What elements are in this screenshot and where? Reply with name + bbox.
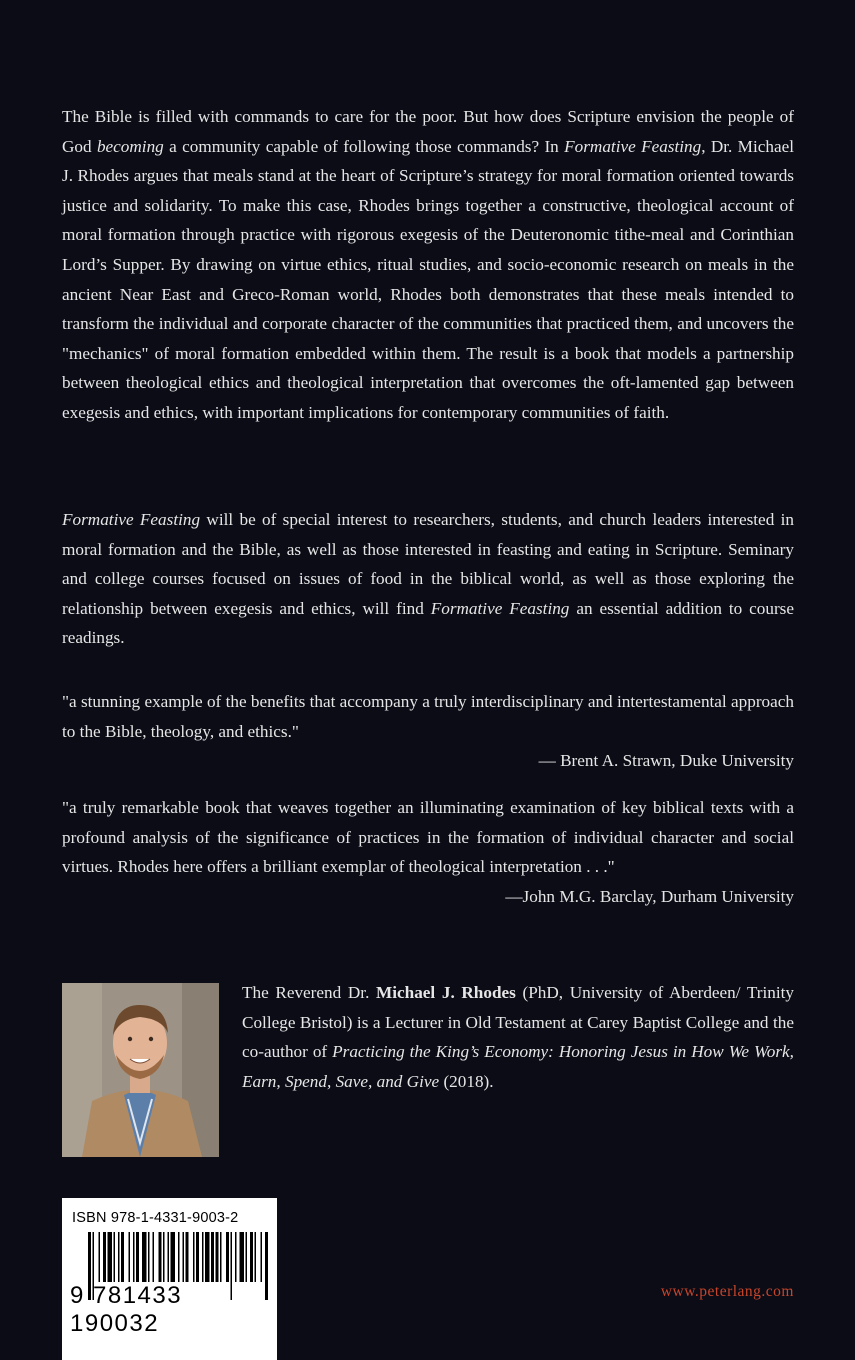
barcode-bar [183,1232,185,1282]
endorsement-quote: "a stunning example of the benefits that accompany a truly interdisciplinary and intertestamental approach to the Bible, theology, and ethics." [62,692,794,741]
desc2-book-title-2: Formative Feasting [430,598,570,618]
barcode-bar [118,1232,120,1282]
author-name: Michael J. Rhodes [376,983,516,1002]
barcode-digits: 9 781433 190032 [70,1282,183,1337]
author-portrait-image [62,983,219,1157]
endorsement-attribution: — Brent A. Strawn, Duke University [538,751,794,771]
desc2-text-a: will be of special interest to researchers, students, and church leaders interested in moral formation and the Bible, as well as those interested in feasting and eating in Scripture. Seminary and college courses focused on issues of food in the biblical world, as well as those exploring the relationship between exegesis and ethics, will find [62,510,794,618]
barcode-bar [163,1232,165,1282]
bio-book-title: Practicing the King’s Economy: Honoring Jesus in How We Work, Earn, Spend, Save, and Give [242,1042,794,1091]
barcode-bar [114,1232,116,1282]
barcode-bar [178,1232,180,1282]
description-paragraph-1 [62,102,794,428]
author-photo [62,983,219,1157]
isbn-barcode-box [62,1198,277,1360]
barcode-bar [240,1232,245,1282]
barcode-bar [226,1232,229,1282]
bio-text-b: (PhD, University of Aberdeen/ Trinity College Bristol) is a Lecturer in Old Testament at Carey Baptist College and the co-author of [242,983,795,1062]
barcode-bar [148,1232,150,1282]
barcode-bar [136,1232,139,1282]
desc1-emphasis: becoming [96,136,164,156]
bio-text-c: (2018). [439,1071,494,1091]
barcode-bar [133,1232,135,1282]
endorsement-2 [62,793,794,911]
barcode-bar [99,1232,101,1282]
publisher-website[interactable]: www.peterlang.com [660,1283,794,1300]
barcode-bar [129,1232,131,1282]
barcode-bar [103,1232,106,1282]
barcode-bar [186,1232,189,1282]
barcode-bar [255,1232,257,1282]
barcode-bar [261,1232,263,1282]
description-paragraph-2 [62,505,794,653]
barcode-bar [153,1232,155,1282]
bio-text-a: The Reverend Dr. [242,983,377,1002]
desc2-book-title: Formative Feasting [62,510,201,529]
barcode-bar [205,1232,210,1282]
desc1-book-title: Formative Feasting [564,136,702,156]
endorsement-1 [62,687,794,776]
barcode-bar [171,1232,176,1282]
barcode-bar [211,1232,214,1282]
barcode-bar [246,1232,248,1282]
endorsement-quote: "a truly remarkable book that weaves together an illuminating examination of key biblical texts with a profound analysis of the significance of practices in the formation of individual character and social virtues. Rhodes here offers a brilliant exemplar of theological interpretation . . ." [62,798,794,877]
author-bio [242,978,794,1096]
barcode-bar [250,1232,253,1282]
desc1-text-b: a community capable of following those commands? In [163,136,565,156]
barcode-bar [235,1232,237,1282]
barcode-bar [168,1232,170,1282]
barcode-bar [121,1232,124,1282]
desc1-text-c: , Dr. Michael J. Rhodes argues that meals stand at the heart of Scripture’s strategy for moral formation oriented towards justice and solidarity. To make this case, Rhodes brings together a constructive, theological account of moral formation through practice with rigorous exegesis of the Deuteronomic tithe-meal and Corinthian Lord’s Supper. By drawing on virtue ethics, ritual studies, and socio-economic research on meals in the ancient Near East and Greco-Roman world, Rhodes both demonstrates that these meals intended to transform the individual and corporate character of the communities that practiced them, and uncovers the "mechanics" of moral formation embedded within them. The result is a book that models a partnership between theological ethics and theological interpretation that overcomes the oft-lamented gap between exegesis and ethics, with important implications for contemporary communities of faith. [62,136,794,422]
barcode-bar [216,1232,219,1282]
barcode-bar [108,1232,113,1282]
barcode-bar [220,1232,222,1282]
endorsement-attribution: —John M.G. Barclay, Durham University [505,886,794,906]
barcode-bar [142,1232,147,1282]
barcode-bar [159,1232,162,1282]
barcode-bar [196,1232,199,1282]
desc1-text-a: The Bible is filled with commands to care for the poor. But how does Scripture envision the people of God [62,107,794,156]
barcode-bar [202,1232,204,1282]
isbn-label: ISBN 978-1-4331-9003-2 [72,1210,239,1226]
desc2-text-b: an essential addition to course readings. [62,598,794,648]
barcode-bar [193,1232,195,1282]
